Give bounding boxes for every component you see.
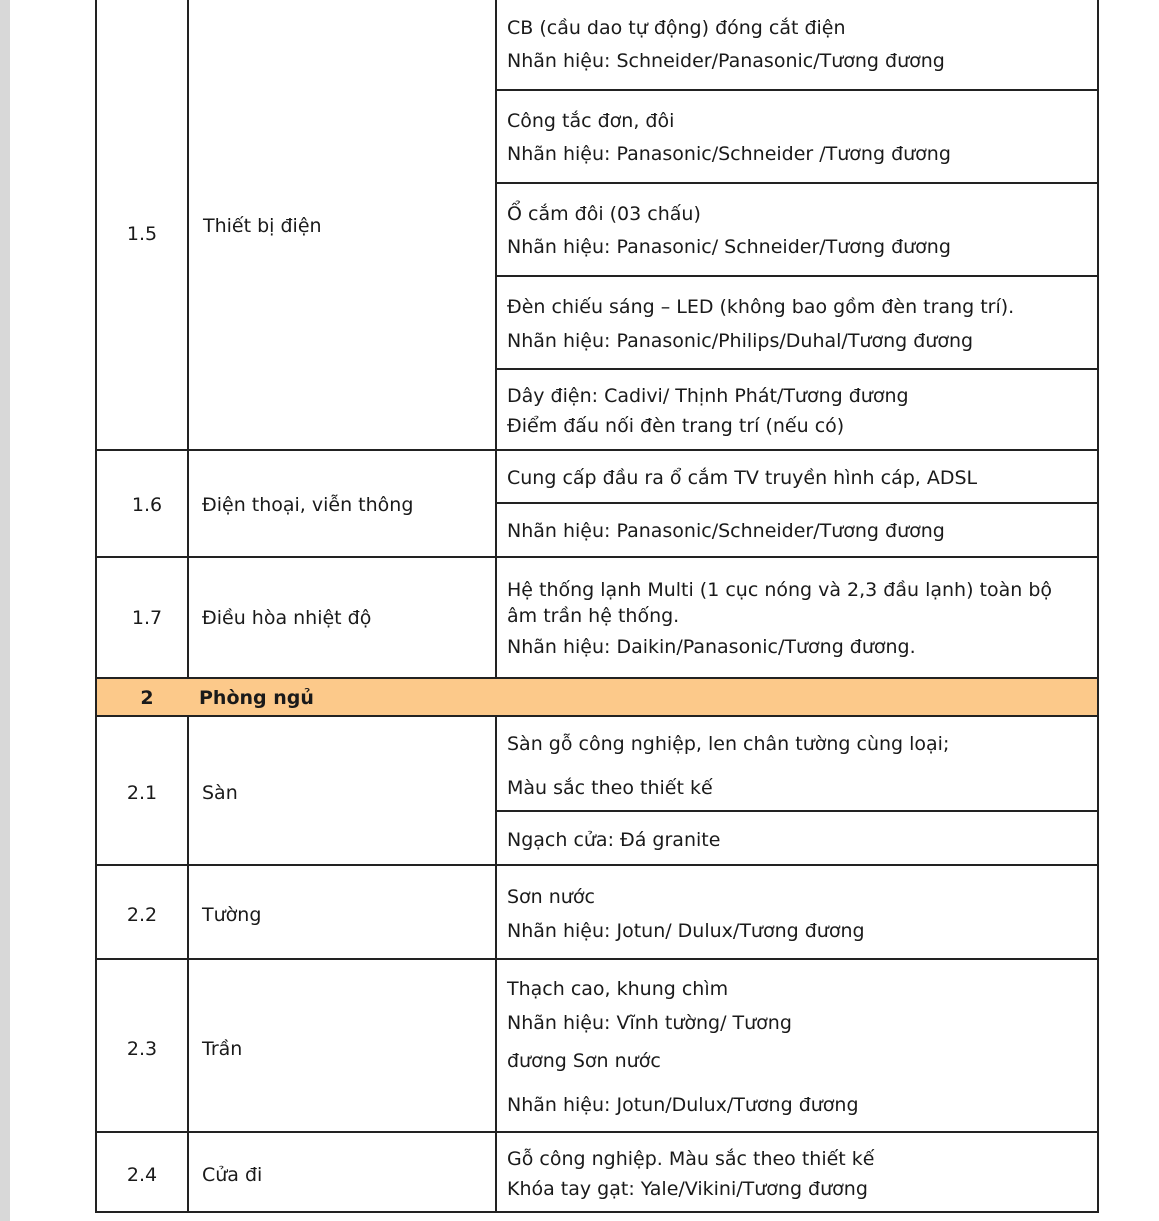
spec-line: Công tắc đơn, đôi xyxy=(507,110,675,132)
row-line xyxy=(495,182,1099,184)
row-line xyxy=(95,864,1099,866)
item-name: Cửa đi xyxy=(202,1164,263,1186)
spec-line: Màu sắc theo thiết kế xyxy=(507,777,713,799)
row-number: 2.1 xyxy=(126,782,158,804)
spec-line: Đèn chiếu sáng – LED (không bao gồm đèn trang trí). xyxy=(507,296,1015,318)
col-divider-1-bottom xyxy=(187,716,189,1213)
spec-line: âm trần hệ thống. xyxy=(507,605,680,627)
spec-line: Nhãn hiệu: Panasonic/Schneider /Tương đương xyxy=(507,143,951,165)
row-line xyxy=(495,275,1099,277)
section-title: Phòng ngủ xyxy=(199,687,314,709)
row-line xyxy=(495,810,1099,812)
spec-line: Nhãn hiệu: Schneider/Panasonic/Tương đương xyxy=(507,50,945,72)
row-line xyxy=(95,449,1099,451)
spec-line: Nhãn hiệu: Vĩnh tường/ Tương xyxy=(507,1012,792,1034)
item-name: Thiết bị điện xyxy=(203,215,322,237)
spec-line: Nhãn hiệu: Jotun/Dulux/Tương đương xyxy=(507,1094,859,1116)
row-number: 2.3 xyxy=(126,1038,158,1060)
row-number: 1.5 xyxy=(126,223,158,245)
row-number: 1.7 xyxy=(131,607,163,629)
row-line xyxy=(95,715,1099,717)
spec-line: Nhãn hiệu: Jotun/ Dulux/Tương đương xyxy=(507,920,865,942)
spec-line: Hệ thống lạnh Multi (1 cục nóng và 2,3 đầu lạnh) toàn bộ xyxy=(507,579,1053,601)
row-line xyxy=(95,556,1099,558)
table-border-bottom xyxy=(95,1211,1099,1213)
spec-line: Nhãn hiệu: Daikin/Panasonic/Tương đương. xyxy=(507,636,916,658)
spec-line: Nhãn hiệu: Panasonic/ Schneider/Tương đương xyxy=(507,236,951,258)
spec-line: đương Sơn nước xyxy=(507,1050,661,1072)
item-name: Điện thoại, viễn thông xyxy=(202,494,414,516)
col-divider-2-top xyxy=(495,0,497,679)
col-divider-2-bottom xyxy=(495,716,497,1213)
item-name: Điều hòa nhiệt độ xyxy=(202,607,372,629)
row-line xyxy=(495,89,1099,91)
row-number: 1.6 xyxy=(131,494,163,516)
spec-line: Gỗ công nghiệp. Màu sắc theo thiết kế xyxy=(507,1148,875,1170)
row-line xyxy=(95,958,1099,960)
spec-line: Thạch cao, khung chìm xyxy=(507,978,729,1000)
spec-line: Nhãn hiệu: Panasonic/Schneider/Tương đương xyxy=(507,520,945,542)
spec-line: Ổ cắm đôi (03 chấu) xyxy=(507,203,701,225)
spec-line: CB (cầu dao tự động) đóng cắt điện xyxy=(507,17,846,39)
row-line xyxy=(95,1131,1099,1133)
spec-line: Ngạch cửa: Đá granite xyxy=(507,829,721,851)
spec-line: Dây điện: Cadivi/ Thịnh Phát/Tương đương xyxy=(507,385,909,407)
row-line xyxy=(95,677,1099,679)
spec-line: Sơn nước xyxy=(507,886,595,908)
spec-line: Sàn gỗ công nghiệp, len chân tường cùng loại; xyxy=(507,733,950,755)
item-name: Sàn xyxy=(202,782,238,804)
row-number: 2.4 xyxy=(126,1164,158,1186)
section-number: 2 xyxy=(140,687,154,709)
row-number: 2.2 xyxy=(126,904,158,926)
page-gutter xyxy=(0,0,10,1221)
spec-line: Cung cấp đầu ra ổ cắm TV truyền hình cáp, ADSL xyxy=(507,467,978,489)
item-name: Trần xyxy=(202,1038,243,1060)
spec-line: Khóa tay gạt: Yale/Vikini/Tương đương xyxy=(507,1178,868,1200)
row-line xyxy=(495,368,1099,370)
item-name: Tường xyxy=(202,904,262,926)
row-line xyxy=(495,502,1099,504)
spec-line: Nhãn hiệu: Panasonic/Philips/Duhal/Tương đương xyxy=(507,330,974,352)
spec-line: Điểm đấu nối đèn trang trí (nếu có) xyxy=(507,415,845,437)
spec-table xyxy=(95,0,1100,1213)
col-divider-1-top xyxy=(187,0,189,679)
document-page xyxy=(10,0,1159,1221)
